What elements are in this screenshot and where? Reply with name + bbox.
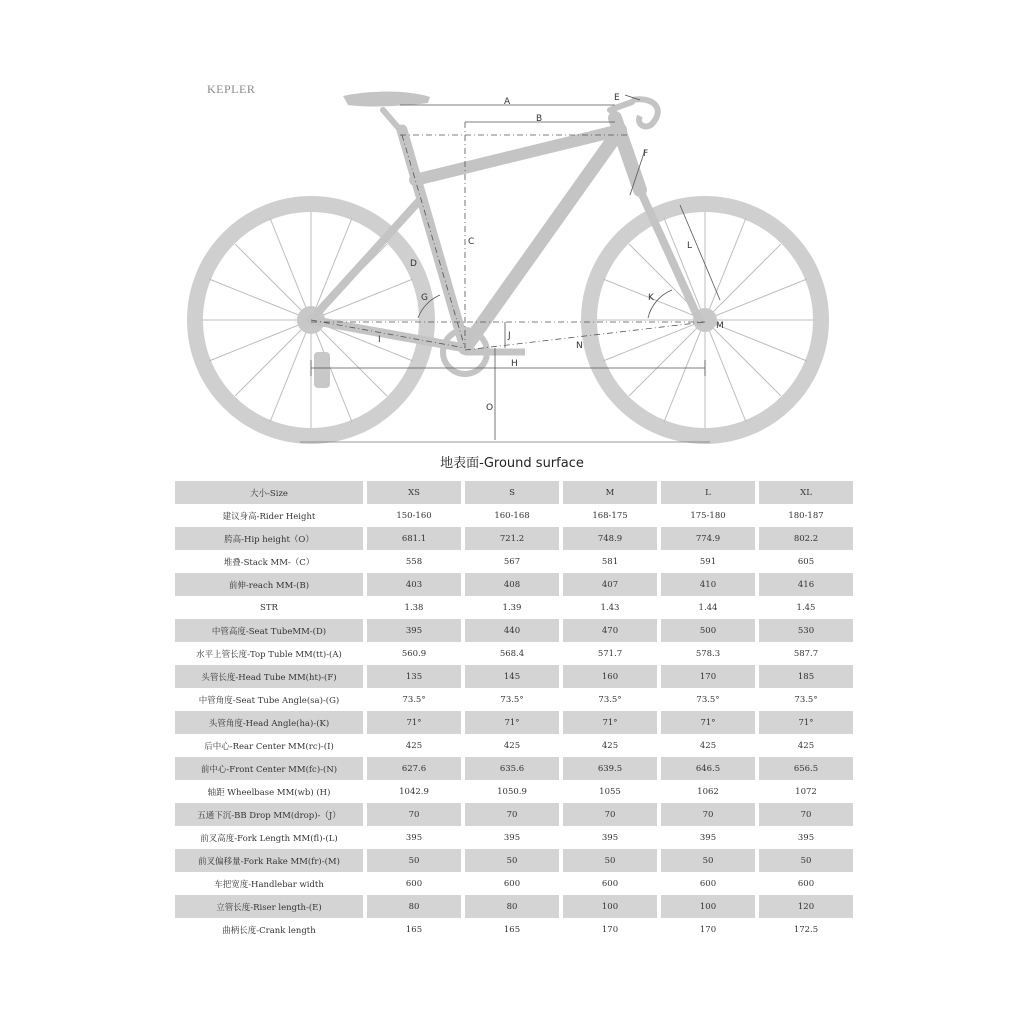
value-cell: 120 [759, 895, 853, 918]
value-cell: 150-160 [396, 510, 432, 521]
value-cell: 1062 [697, 786, 719, 797]
value-cell: 568.4 [499, 648, 525, 659]
label-f: F [643, 149, 649, 159]
ground-surface-caption: 地表面-Ground surface [440, 456, 584, 471]
label-n: N [576, 341, 583, 351]
bike-geometry-diagram [0, 0, 1024, 460]
row-label-cell: STR [260, 602, 278, 613]
brand-name: KEPLER [207, 82, 256, 96]
value-cell: 168-175 [592, 510, 628, 521]
row-label-cell: 车把宽度-Handlebar width [214, 879, 324, 890]
row-label-cell: 胯高-Hip height（O） [175, 527, 363, 550]
value-cell: 71° [759, 711, 853, 734]
row-label-cell: 曲柄长度-Crank length [222, 925, 316, 936]
label-g: G [421, 293, 428, 303]
value-cell: 100 [563, 895, 657, 918]
value-cell: 73.5° [402, 694, 426, 705]
value-cell: 71° [661, 711, 755, 734]
value-cell: 567 [503, 556, 521, 567]
saddle [343, 92, 430, 107]
value-cell: 1.44 [698, 602, 718, 613]
label-b: B [536, 114, 543, 124]
label-c: C [468, 237, 475, 247]
value-cell: 70 [563, 803, 657, 826]
table-row [175, 665, 853, 688]
value-cell: 774.9 [661, 527, 755, 550]
row-label-cell: 头管角度-Head Angle(ha)-(K) [175, 711, 363, 734]
value-cell: 571.7 [597, 648, 623, 659]
row-label-cell: 轴距 Wheelbase MM(wb) (H) [207, 787, 331, 798]
row-label-cell: 中管高度-Seat TubeMM-(D) [175, 619, 363, 642]
value-cell: 600 [503, 878, 521, 889]
value-cell: 145 [465, 665, 559, 688]
table-row [175, 573, 853, 596]
handlebar [632, 99, 658, 126]
value-cell: 530 [759, 619, 853, 642]
value-cell: 50 [367, 849, 461, 872]
value-cell: 170 [601, 924, 619, 935]
value-cell: 425 [405, 740, 423, 751]
value-cell: 425 [503, 740, 521, 751]
table-row [175, 642, 853, 665]
row-label-cell: 立管长度-Riser length-(E) [175, 895, 363, 918]
value-cell: 600 [601, 878, 619, 889]
value-cell: 50 [563, 849, 657, 872]
value-cell: 80 [465, 895, 559, 918]
value-cell: 416 [759, 573, 853, 596]
row-label-cell: 堆叠-Stack MM-（C） [223, 557, 315, 568]
value-cell: 395 [367, 619, 461, 642]
value-cell: 1.45 [796, 602, 816, 613]
table-row [175, 596, 853, 619]
label-d: D [410, 259, 417, 269]
table-row [175, 757, 853, 780]
row-label-cell: 中管角度-Seat Tube Angle(sa)-(G) [198, 695, 340, 706]
value-cell: 73.5° [500, 694, 524, 705]
label-o: O [486, 403, 494, 413]
table-row [175, 895, 853, 918]
table-row [175, 504, 853, 527]
value-cell: 395 [405, 832, 423, 843]
value-cell: 70 [661, 803, 755, 826]
label-e: E [614, 93, 620, 103]
header-cell: XS [367, 481, 461, 504]
row-label-cell: 后中心-Rear Center MM(rc)-(I) [204, 741, 334, 752]
row-label-cell: 五通下沉-BB Drop MM(drop)-（J） [175, 803, 363, 826]
seat-post [383, 110, 402, 132]
value-cell: 395 [797, 832, 815, 843]
value-cell: 160-168 [494, 510, 530, 521]
value-cell: 1050.9 [497, 786, 527, 797]
value-cell: 639.5 [563, 757, 657, 780]
header-cell: S [465, 481, 559, 504]
label-j: J [508, 331, 511, 341]
label-h: H [511, 359, 518, 369]
value-cell: 165 [405, 924, 423, 935]
value-cell: 600 [405, 878, 423, 889]
value-cell: 70 [465, 803, 559, 826]
value-cell: 627.6 [367, 757, 461, 780]
table-row [175, 527, 853, 550]
label-i: I [378, 335, 381, 345]
value-cell: 581 [601, 556, 619, 567]
value-cell: 71° [367, 711, 461, 734]
value-cell: 50 [759, 849, 853, 872]
label-k: K [648, 293, 654, 303]
value-cell: 605 [797, 556, 815, 567]
value-cell: 1.39 [502, 602, 522, 613]
header-cell: 大小-Size [175, 481, 363, 504]
value-cell: 395 [699, 832, 717, 843]
value-cell: 70 [367, 803, 461, 826]
value-cell: 80 [367, 895, 461, 918]
value-cell: 578.3 [695, 648, 721, 659]
value-cell: 600 [699, 878, 717, 889]
value-cell: 748.9 [563, 527, 657, 550]
value-cell: 1.43 [600, 602, 620, 613]
value-cell: 73.5° [696, 694, 720, 705]
table-row [175, 734, 853, 757]
row-label-cell: 前伸-reach MM-(B) [175, 573, 363, 596]
table-row [175, 550, 853, 573]
header-cell: L [661, 481, 755, 504]
value-cell: 681.1 [367, 527, 461, 550]
header-cell: XL [759, 481, 853, 504]
value-cell: 425 [601, 740, 619, 751]
value-cell: 170 [661, 665, 755, 688]
table-row [175, 711, 853, 734]
value-cell: 440 [465, 619, 559, 642]
value-cell: 395 [601, 832, 619, 843]
value-cell: 135 [367, 665, 461, 688]
table-row [175, 849, 853, 872]
stem [610, 102, 632, 110]
value-cell: 185 [759, 665, 853, 688]
table-row [175, 803, 853, 826]
head-tube [615, 118, 640, 190]
table-row [175, 826, 853, 849]
value-cell: 1055 [599, 786, 621, 797]
table-row [175, 872, 853, 895]
value-cell: 165 [503, 924, 521, 935]
label-m: M [716, 321, 724, 331]
value-cell: 1.38 [404, 602, 424, 613]
value-cell: 100 [661, 895, 755, 918]
value-cell: 558 [405, 556, 423, 567]
value-cell: 73.5° [794, 694, 818, 705]
value-cell: 470 [563, 619, 657, 642]
value-cell: 591 [699, 556, 717, 567]
value-cell: 410 [661, 573, 755, 596]
value-cell: 646.5 [661, 757, 755, 780]
label-a: A [504, 97, 511, 107]
value-cell: 160 [563, 665, 657, 688]
value-cell: 170 [699, 924, 717, 935]
row-label-cell: 建议身高-Rider Height [222, 511, 316, 522]
value-cell: 180-187 [788, 510, 824, 521]
value-cell: 70 [759, 803, 853, 826]
value-cell: 407 [563, 573, 657, 596]
value-cell: 802.2 [759, 527, 853, 550]
value-cell: 395 [503, 832, 521, 843]
table-row [175, 780, 853, 803]
value-cell: 408 [465, 573, 559, 596]
row-label-cell: 头管长度-Head Tube MM(ht)-(F) [175, 665, 363, 688]
geometry-table [171, 481, 857, 941]
table-row [175, 918, 853, 941]
row-label-cell: 前叉高度-Fork Length MM(fl)-(L) [200, 833, 338, 844]
table-header-row [175, 481, 853, 504]
value-cell: 71° [465, 711, 559, 734]
value-cell: 721.2 [465, 527, 559, 550]
value-cell: 71° [563, 711, 657, 734]
value-cell: 1072 [795, 786, 817, 797]
value-cell: 175-180 [690, 510, 726, 521]
value-cell: 425 [797, 740, 815, 751]
value-cell: 560.9 [401, 648, 427, 659]
header-cell: M [563, 481, 657, 504]
value-cell: 656.5 [759, 757, 853, 780]
table-row [175, 619, 853, 642]
row-label-cell: 前叉偏移量-Fork Rake MM(fr)-(M) [175, 849, 363, 872]
value-cell: 73.5° [598, 694, 622, 705]
row-label-cell: 水平上管长度-Top Tuble MM(tt)-(A) [196, 649, 342, 660]
value-cell: 587.7 [793, 648, 819, 659]
rear-derailleur [314, 352, 330, 388]
value-cell: 500 [661, 619, 755, 642]
value-cell: 425 [699, 740, 717, 751]
value-cell: 50 [661, 849, 755, 872]
row-label-cell: 前中心-Front Center MM(fc)-(N) [175, 757, 363, 780]
value-cell: 172.5 [793, 924, 819, 935]
value-cell: 403 [367, 573, 461, 596]
value-cell: 50 [465, 849, 559, 872]
table-row [175, 688, 853, 711]
label-l: L [687, 241, 693, 251]
value-cell: 635.6 [465, 757, 559, 780]
value-cell: 1042.9 [399, 786, 429, 797]
value-cell: 600 [797, 878, 815, 889]
